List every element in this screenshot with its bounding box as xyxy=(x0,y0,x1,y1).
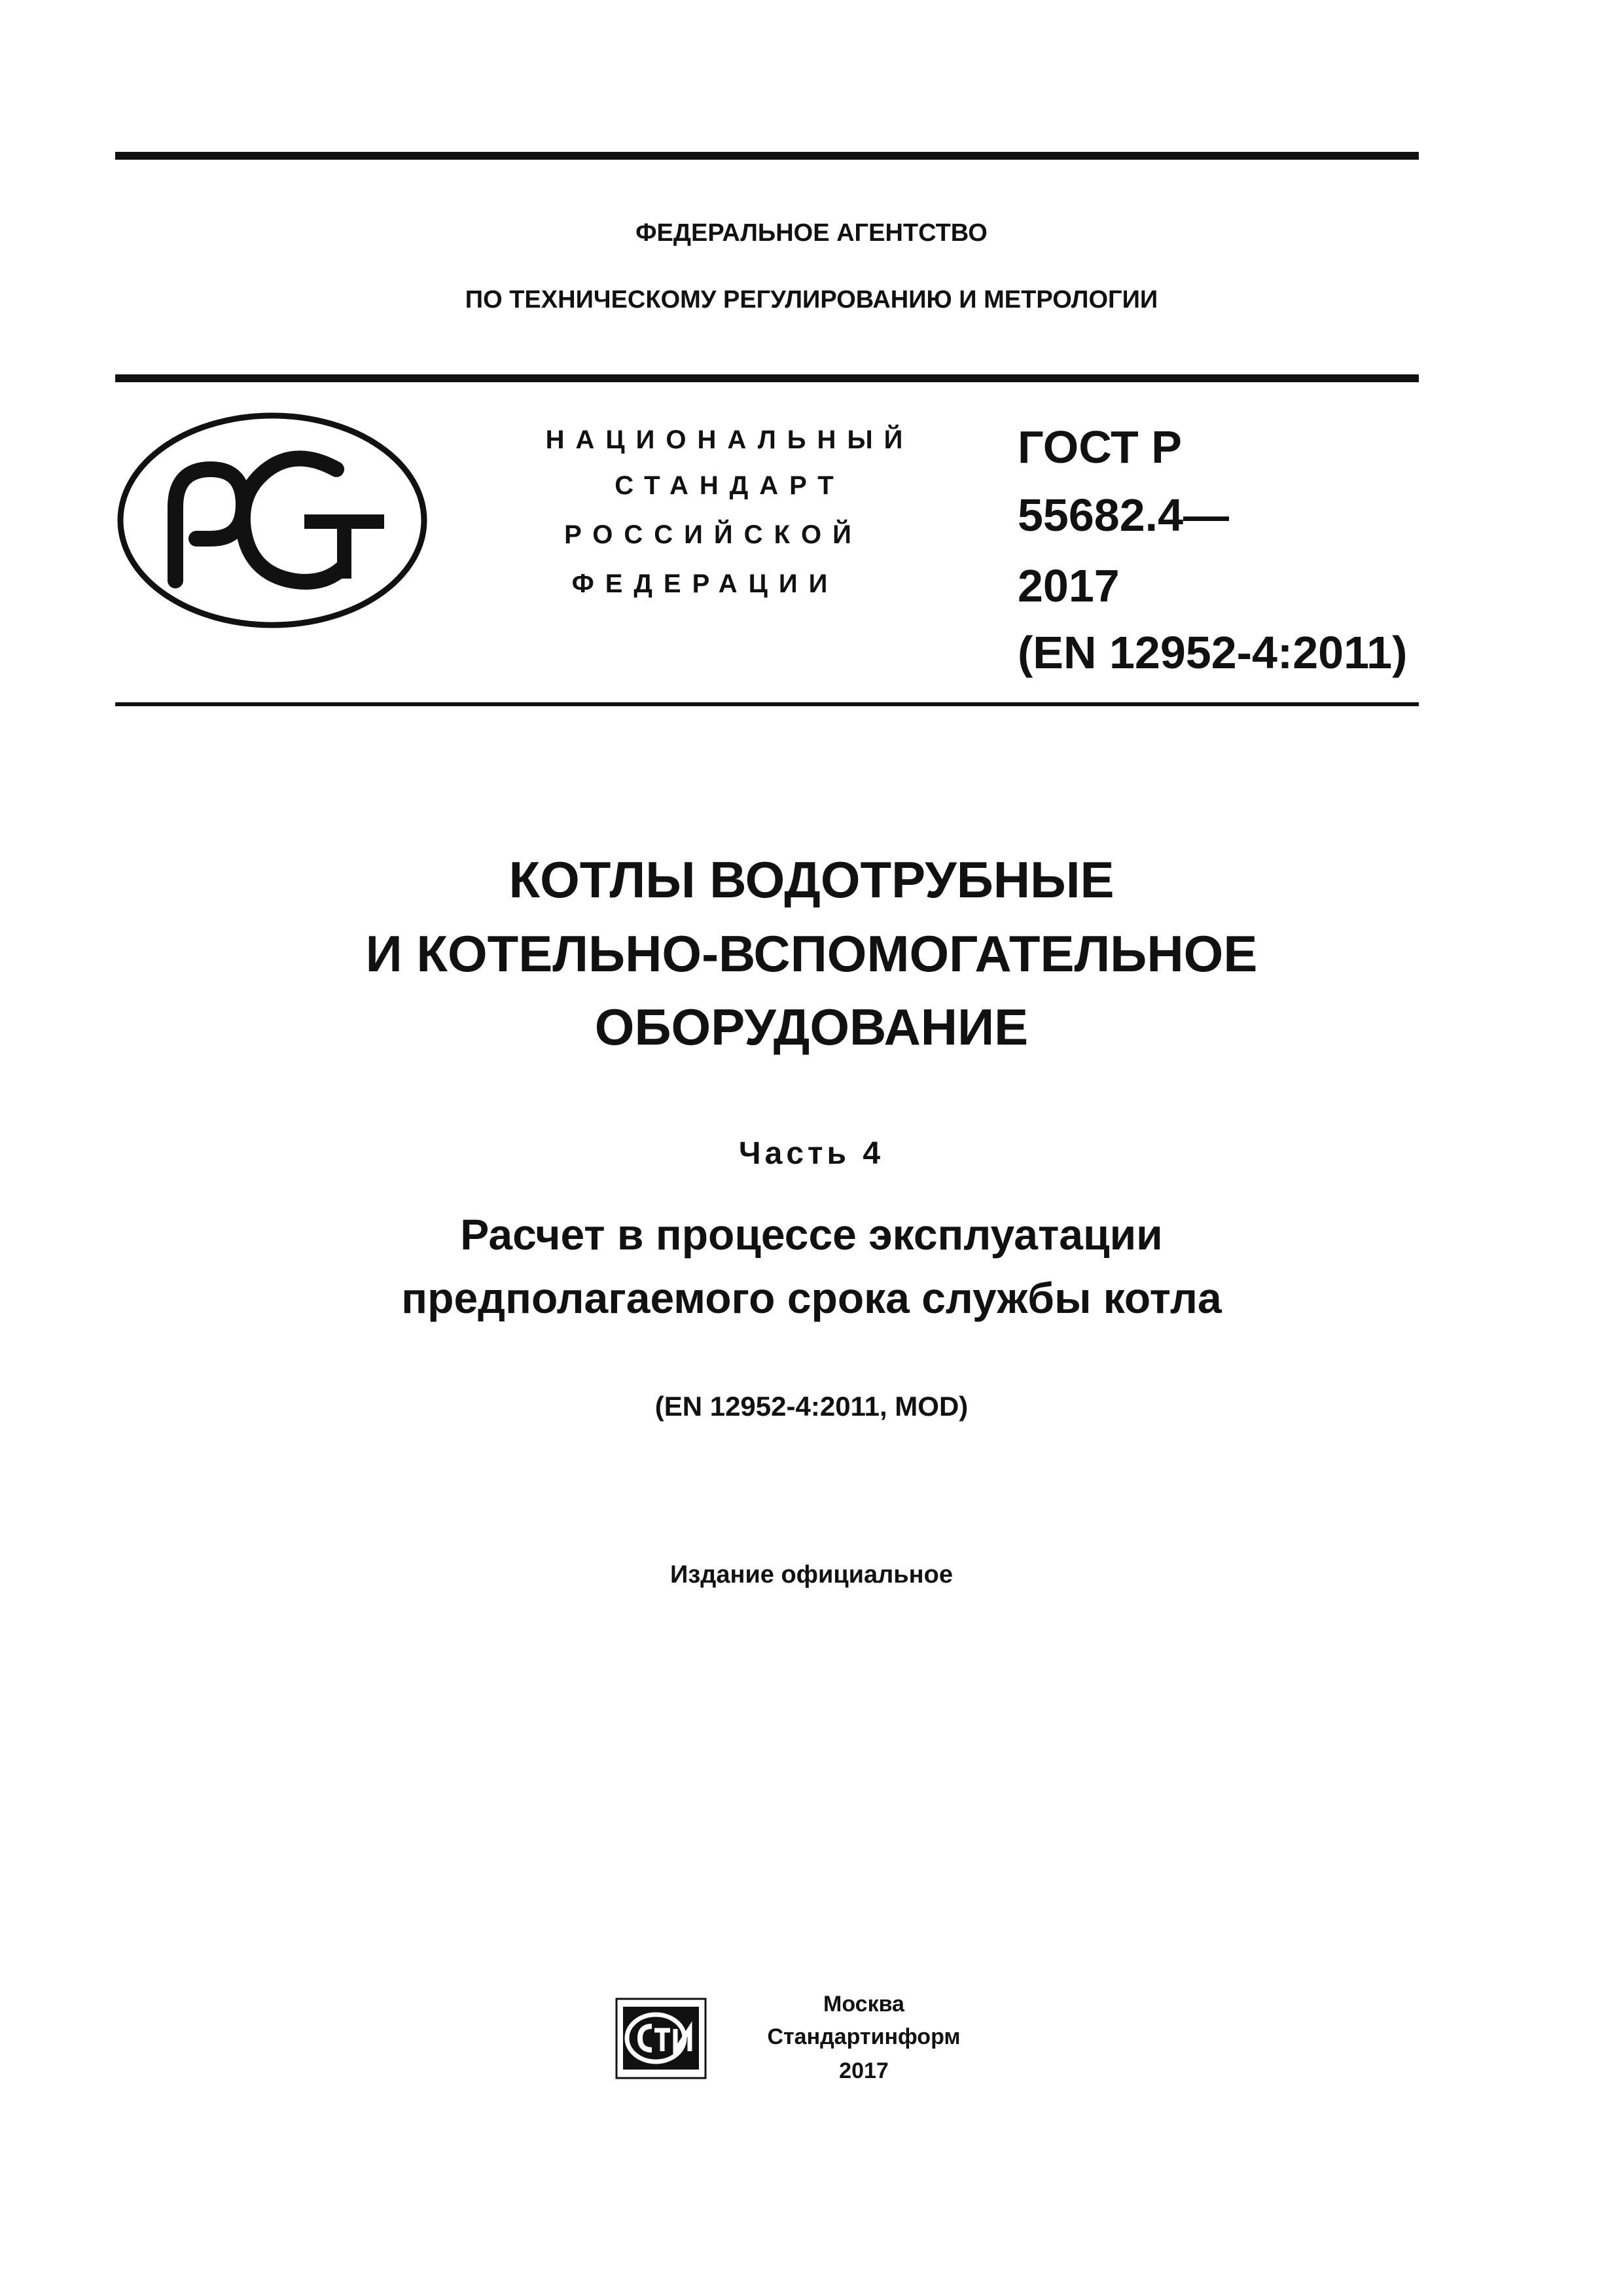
standard-number-line-1: ГОСТ Р xyxy=(1018,422,1182,473)
edition-label: Издание официальное xyxy=(670,1561,953,1588)
top-divider xyxy=(115,152,1419,160)
national-standard-line-3: РОССИЙСКОЙ xyxy=(564,520,863,549)
en-reference: (EN 12952-4:2011, MOD) xyxy=(654,1391,969,1422)
title-divider xyxy=(115,702,1419,706)
standard-number-line-2: 55682.4— xyxy=(1018,490,1230,541)
national-standard-line-4: ФЕДЕРАЦИИ xyxy=(571,569,839,598)
standartinform-logo xyxy=(615,1998,707,2079)
national-standard-line-1: НАЦИОНАЛЬНЫЙ xyxy=(545,425,914,454)
subtitle-line-2: предполагаемого срока службы котла xyxy=(401,1274,1222,1322)
document-title-line-1: КОТЛЫ ВОДОТРУБНЫЕ xyxy=(508,851,1115,908)
standard-number-line-3: 2017 xyxy=(1018,560,1120,611)
subtitle-line-1: Расчет в процессе эксплуатации xyxy=(460,1210,1163,1259)
header-divider xyxy=(115,374,1419,382)
national-standard-line-2: СТАНДАРТ xyxy=(615,471,845,500)
agency-name-line-2: ПО ТЕХНИЧЕСКОМУ РЕГУЛИРОВАНИЮ И МЕТРОЛОГИИ xyxy=(465,286,1158,314)
standard-number-line-4: (EN 12952-4:2011) xyxy=(1018,627,1408,678)
part-label: Часть 4 xyxy=(738,1136,885,1171)
publisher-year: 2017 xyxy=(839,2058,889,2083)
document-title-line-3: ОБОРУДОВАНИЕ xyxy=(594,998,1029,1056)
publisher-city: Москва xyxy=(823,1992,904,2017)
publisher-name: Стандартинформ xyxy=(767,2024,961,2049)
rst-certification-logo xyxy=(115,409,429,632)
agency-name-line-1: ФЕДЕРАЛЬНОЕ АГЕНТСТВО xyxy=(635,219,988,247)
document-title-line-2: И КОТЕЛЬНО-ВСПОМОГАТЕЛЬНОЕ xyxy=(365,925,1258,982)
